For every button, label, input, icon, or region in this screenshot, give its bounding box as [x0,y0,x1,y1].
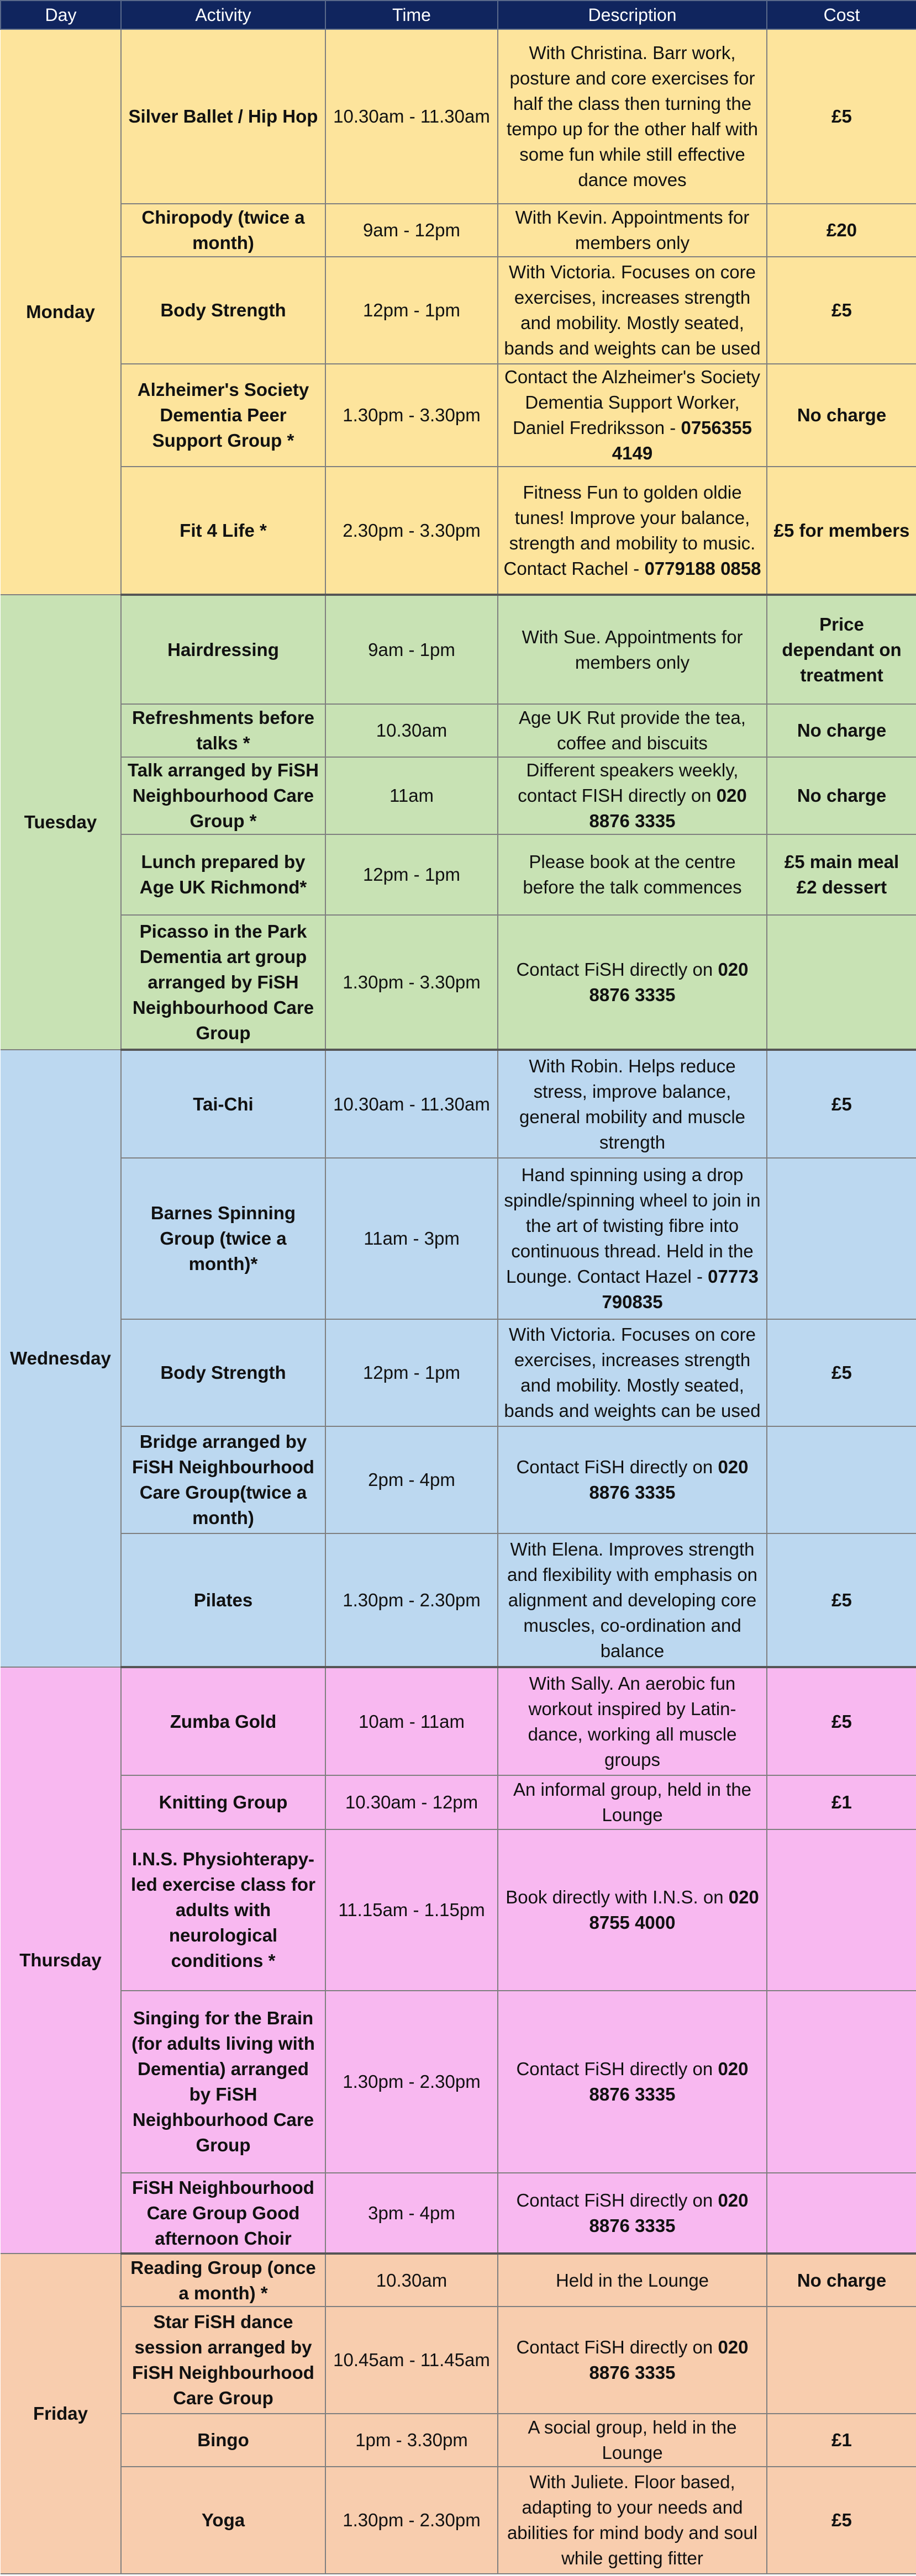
contact-number: 020 8755 4000 [589,1887,759,1933]
description-text: With Sue. Appointments for members only [522,626,743,673]
description-cell [498,1991,767,2173]
day-cell: Tuesday [1,595,121,1050]
description-cell [498,1158,767,1319]
contact-number: 020 8876 3335 [589,1457,749,1503]
table-row [1,2467,916,2574]
cost-cell: No charge [767,364,916,467]
cost-cell [767,1829,916,1991]
description-cell [498,1533,767,1667]
activity-cell: Zumba Gold [121,1667,325,1775]
activity-cell: Fit 4 Life * [121,467,325,595]
table-row [1,1158,916,1319]
header-activity: Activity [121,1,325,29]
description-text: Age UK Rut provide the tea, coffee and biscuits [519,707,746,753]
table-row [1,1319,916,1426]
header-time: Time [325,1,498,29]
time-cell: 11.15am - 1.15pm [325,1829,498,1991]
header-description: Description [498,1,767,29]
header-day: Day [1,1,121,29]
time-cell: 12pm - 1pm [325,257,498,364]
table-row [1,1050,916,1158]
table-row [1,257,916,364]
cost-cell: £1 [767,1775,916,1829]
activity-cell: Body Strength [121,1319,325,1426]
description-text: Contact FiSH directly on [516,2059,713,2079]
description-cell [498,1050,767,1158]
activity-cell: Pilates [121,1533,325,1667]
table-row [1,2414,916,2467]
activity-cell: Talk arranged by FiSH Neighbourhood Care Group * [121,757,325,834]
description-text: With Victoria. Focuses on core exercises, increases strength and mobility. Mostly seated, bands and weights can be used [504,262,761,358]
description-cell [498,364,767,467]
activity-cell: Knitting Group [121,1775,325,1829]
time-cell: 11am [325,757,498,834]
cost-cell [767,1426,916,1533]
cost-cell [767,1158,916,1319]
cost-cell: No charge [767,704,916,757]
time-cell: 1.30pm - 3.30pm [325,364,498,467]
table-row [1,1426,916,1533]
table-row [1,204,916,257]
time-cell: 10am - 11am [325,1667,498,1775]
table-row [1,1991,916,2173]
cost-cell [767,2173,916,2254]
time-cell: 12pm - 1pm [325,834,498,915]
activity-cell: Singing for the Brain (for adults living with Dementia) arranged by FiSH Neighbourhood Care Group [121,1991,325,2173]
table-row [1,704,916,757]
time-cell: 10.30am [325,2254,498,2307]
table-row [1,1775,916,1829]
description-text: Held in the Lounge [555,2270,709,2291]
activity-cell: Chiropody (twice a month) [121,204,325,257]
description-text: Book directly with I.N.S. on [506,1887,724,1907]
description-cell [498,2307,767,2414]
activity-cell: Bingo [121,2414,325,2467]
cost-cell: No charge [767,757,916,834]
description-cell [498,204,767,257]
contact-number: 07773 790835 [602,1266,759,1312]
cost-cell: £1 [767,2414,916,2467]
table-row [1,467,916,595]
time-cell: 10.45am - 11.45am [325,2307,498,2414]
time-cell: 1.30pm - 2.30pm [325,1991,498,2173]
activity-cell: Lunch prepared by Age UK Richmond* [121,834,325,915]
day-cell: Friday [1,2254,121,2574]
table-row [1,1667,916,1775]
description-text: With Christina. Barr work, posture and core exercises for half the class then turning the tempo up for the other half with some fun while still effective dance moves [507,43,758,190]
description-text: With Juliete. Floor based, adapting to your needs and abilities for mind body and soul while getting fitter [507,2472,758,2568]
description-text: With Kevin. Appointments for members only [515,207,750,253]
activity-cell: Refreshments before talks * [121,704,325,757]
table-row [1,595,916,704]
description-cell [498,2467,767,2574]
activity-cell: Tai-Chi [121,1050,325,1158]
description-cell [498,757,767,834]
description-cell [498,704,767,757]
table-row [1,757,916,834]
day-cell: Thursday [1,1667,121,2254]
time-cell: 3pm - 4pm [325,2173,498,2254]
activity-cell: Barnes Spinning Group (twice a month)* [121,1158,325,1319]
cost-cell: £5 [767,1667,916,1775]
table-row [1,915,916,1050]
description-text: With Sally. An aerobic fun workout inspired by Latin-dance, working all muscle groups [528,1673,737,1770]
activity-cell: Picasso in the Park Dementia art group arranged by FiSH Neighbourhood Care Group [121,915,325,1050]
time-cell: 12pm - 1pm [325,1319,498,1426]
time-cell: 1pm - 3.30pm [325,2414,498,2467]
time-cell: 2.30pm - 3.30pm [325,467,498,595]
cost-cell: £5 [767,29,916,204]
activity-cell: Body Strength [121,257,325,364]
cost-cell [767,2307,916,2414]
day-cell: Monday [1,29,121,595]
description-cell [498,1667,767,1775]
description-text: Contact FiSH directly on [516,2337,713,2357]
description-cell [498,2414,767,2467]
cost-cell [767,915,916,1050]
description-cell [498,1775,767,1829]
cost-cell: £5 [767,1050,916,1158]
time-cell: 1.30pm - 2.30pm [325,1533,498,1667]
contact-number: 0779188 0858 [644,558,761,579]
cost-cell: £5 [767,1319,916,1426]
cost-cell: £5 main meal £2 dessert [767,834,916,915]
time-cell: 10.30am - 12pm [325,1775,498,1829]
time-cell: 10.30am - 11.30am [325,1050,498,1158]
description-cell [498,1319,767,1426]
contact-number: 020 8876 3335 [589,2337,749,2383]
table-row [1,1829,916,1991]
cost-cell: £5 [767,2467,916,2574]
description-text: Please book at the centre before the talk commences [523,851,742,897]
time-cell: 1.30pm - 3.30pm [325,915,498,1050]
activity-cell: Hairdressing [121,595,325,704]
description-cell [498,1426,767,1533]
cost-cell: No charge [767,2254,916,2307]
contact-number: 020 8876 3335 [589,959,749,1005]
contact-number: 0756355 4149 [612,417,752,463]
activity-cell: I.N.S. Physiohterapy-led exercise class for adults with neurological conditions * [121,1829,325,1991]
activity-cell: Yoga [121,2467,325,2574]
table-row [1,2173,916,2254]
contact-number: 020 8876 3335 [589,2059,749,2104]
table-row [1,2307,916,2414]
header-cost: Cost [767,1,916,29]
table-row [1,834,916,915]
activity-cell: Alzheimer's Society Dementia Peer Support Group * [121,364,325,467]
description-text: With Robin. Helps reduce stress, improve balance, general mobility and muscle strength [519,1055,746,1152]
day-cell: Wednesday [1,1050,121,1667]
description-text: With Victoria. Focuses on core exercises, increases strength and mobility. Mostly seated, bands and weights can be used [504,1324,761,1421]
description-text: Contact FiSH directly on [516,959,713,980]
description-cell [498,2173,767,2254]
time-cell: 10.30am [325,704,498,757]
description-cell [498,1829,767,1991]
time-cell: 10.30am - 11.30am [325,29,498,204]
description-cell [498,2254,767,2307]
table-row [1,364,916,467]
cost-cell: Price dependant on treatment [767,595,916,704]
cost-cell [767,1991,916,2173]
time-cell: 9am - 1pm [325,595,498,704]
cost-cell: £5 [767,1533,916,1667]
description-text: With Elena. Improves strength and flexibility with emphasis on alignment and developing core muscles, co-ordination and balance [507,1538,758,1661]
description-text: An informal group, held in the Lounge [513,1779,752,1825]
time-cell: 11am - 3pm [325,1158,498,1319]
activity-cell: FiSH Neighbourhood Care Group Good afternoon Choir [121,2173,325,2254]
description-text: Different speakers weekly, contact FISH directly on [518,760,739,806]
header-row [1,1,916,29]
activity-cell: Star FiSH dance session arranged by FiSH Neighbourhood Care Group [121,2307,325,2414]
table-row [1,29,916,204]
cost-cell: £5 for members [767,467,916,595]
description-cell [498,29,767,204]
description-cell [498,595,767,704]
time-cell: 9am - 12pm [325,204,498,257]
activity-cell: Bridge arranged by FiSH Neighbourhood Care Group(twice a month) [121,1426,325,1533]
description-cell [498,257,767,364]
description-text: Fitness Fun to golden oldie tunes! Improve your balance, strength and mobility to music. Contact Rachel - [503,482,756,579]
activity-cell: Silver Ballet / Hip Hop [121,29,325,204]
description-text: A social group, held in the Lounge [528,2417,737,2463]
description-text: Contact FiSH directly on [516,2189,713,2210]
description-cell [498,834,767,915]
time-cell: 1.30pm - 2.30pm [325,2467,498,2574]
description-cell [498,467,767,595]
description-text: Contact FiSH directly on [516,1457,713,1477]
description-cell [498,915,767,1050]
table-row [1,1533,916,1667]
time-cell: 2pm - 4pm [325,1426,498,1533]
cost-cell: £20 [767,204,916,257]
description-text: Hand spinning using a drop spindle/spinning wheel to join in the art of twisting fibre into continuous thread. Held in the Lounge. Contact Hazel - [504,1165,761,1287]
description-text: Contact the Alzheimer's Society Dementia Support Worker, Daniel Fredriksson - [504,367,760,438]
table-row [1,2254,916,2307]
contact-number: 020 8876 3335 [589,2189,749,2236]
activity-cell: Reading Group (once a month) * [121,2254,325,2307]
cost-cell: £5 [767,257,916,364]
contact-number: 020 8876 3335 [589,785,747,831]
